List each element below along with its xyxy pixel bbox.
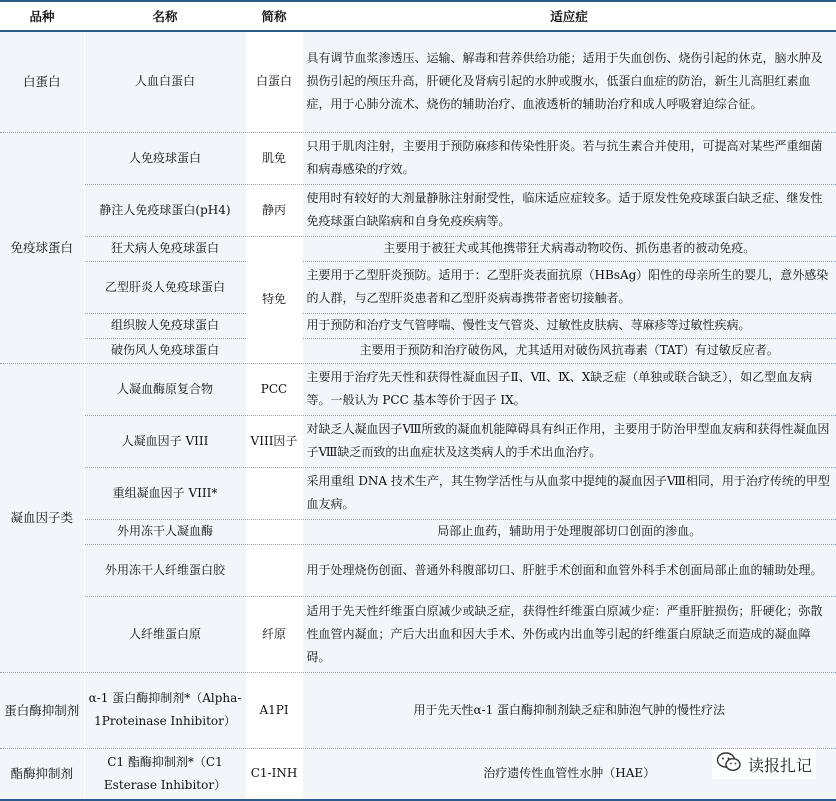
product-abbr: 静丙 (246, 184, 302, 236)
product-indication: 对缺乏人凝血因子Ⅷ所致的凝血机能障碍具有纠正作用，主要用于防治甲型血友病和获得性凝血因子Ⅷ缺乏而致的出血症状及这类病人的手术出血治疗。 (302, 415, 836, 467)
product-abbr (246, 467, 302, 519)
header-category: 品种 (0, 1, 84, 31)
header-name: 名称 (84, 1, 246, 31)
table-row (0, 467, 836, 519)
product-indication: 用于处理烧伤创面、普通外科腹部切口、肝脏手术创面和血管外科手术创面局部止血的辅助处理。 (302, 544, 836, 596)
table-row (0, 748, 836, 800)
product-name: 组织胺人免疫球蛋白 (84, 313, 246, 338)
table-header-row (0, 1, 836, 31)
product-abbr (246, 544, 302, 596)
product-indication: 用于预防和治疗支气管哮喘、慢性支气管炎、过敏性皮肤病、荨麻疹等过敏性疾病。 (302, 313, 836, 338)
category-cell: 蛋白酶抑制剂 (0, 672, 84, 748)
table-row (0, 415, 836, 467)
product-name: 重组凝血因子 VIII* (84, 467, 246, 519)
product-name: 外用冻干人纤维蛋白胶 (84, 544, 246, 596)
product-abbr: VIII因子 (246, 415, 302, 467)
product-abbr: 特免 (246, 236, 302, 363)
category-cell: 免疫球蛋白 (0, 132, 84, 363)
category-cell: 白蛋白 (0, 31, 84, 132)
product-name: 狂犬病人免疫球蛋白 (84, 236, 246, 261)
product-indication: 局部止血药，辅助用于处理腹部切口创面的渗血。 (302, 519, 836, 544)
table-row (0, 184, 836, 236)
watermark-text: 读报扎记 (747, 755, 812, 775)
watermark (712, 749, 816, 779)
table-row (0, 672, 836, 748)
wechat-icon (716, 751, 742, 777)
product-indication: 适用于先天性纤维蛋白原减少或缺乏症，获得性纤维蛋白原减少症：严重肝脏损伤；肝硬化；弥散性血管内凝血；产后大出血和因大手术、外伤或内出血等引起的纤维蛋白原缺乏而造成的凝血障碍。 (302, 596, 836, 672)
table-row (0, 236, 836, 261)
product-abbr: 纤原 (246, 596, 302, 672)
product-indication: 具有调节血浆渗透压、运输、解毒和营养供给功能；适用于失血创伤、烧伤引起的休克，脑水肿及损伤引起的颅压升高，肝硬化及肾病引起的水肿或腹水，低蛋白血症的防治，新生儿高胆红素血症，用于心肺分流术、烧伤的辅助治疗、血液透析的辅助治疗和成人呼吸窘迫综合征。 (302, 31, 836, 132)
product-indication: 使用时有较好的大剂量静脉注射耐受性，临床适应症较多。适于原发性免疫球蛋白缺乏症、继发性免疫球蛋白缺陷病和自身免疫疾病等。 (302, 184, 836, 236)
product-abbr: PCC (246, 363, 302, 415)
category-cell: 酯酶抑制剂 (0, 748, 84, 800)
table-row (0, 596, 836, 672)
product-abbr: 肌免 (246, 132, 302, 184)
table-row (0, 31, 836, 132)
header-indication: 适应症 (302, 1, 836, 31)
product-abbr: C1-INH (246, 748, 302, 800)
product-name: 静注人免疫球蛋白(pH4) (84, 184, 246, 236)
product-indication: 采用重组 DNA 技术生产，其生物学活性与从血浆中提纯的凝血因子Ⅷ相同，用于治疗传统的甲型血友病。 (302, 467, 836, 519)
header-abbr: 简称 (246, 1, 302, 31)
product-indication: 主要用于乙型肝炎预防。适用于：乙型肝炎表面抗原（HBsAg）阳性的母亲所生的婴儿，意外感染的人群，与乙型肝炎患者和乙型肝炎病毒携带者密切接触者。 (302, 261, 836, 313)
product-name: 外用冻干人凝血酶 (84, 519, 246, 544)
product-indication: 用于先天性α-1 蛋白酶抑制剂缺乏症和肺泡气肿的慢性疗法 (302, 672, 836, 748)
category-cell: 凝血因子类 (0, 363, 84, 672)
product-name: 人凝血因子 VIII (84, 415, 246, 467)
product-name: 人血白蛋白 (84, 31, 246, 132)
table-row (0, 313, 836, 338)
product-abbr (246, 519, 302, 544)
product-indication: 主要用于被狂犬或其他携带狂犬病毒动物咬伤、抓伤患者的被动免疫。 (302, 236, 836, 261)
product-abbr: 白蛋白 (246, 31, 302, 132)
product-indication: 治疗遗传性血管性水肿（HAE） (302, 748, 836, 800)
table-row (0, 544, 836, 596)
product-name: α-1 蛋白酶抑制剂*（Alpha-1Proteinase Inhibitor） (84, 672, 246, 748)
product-name: 乙型肝炎人免疫球蛋白 (84, 261, 246, 313)
product-indication: 主要用于治疗先天性和获得性凝血因子Ⅱ、Ⅶ、Ⅸ、Ⅹ缺乏症（单独或联合缺乏），如乙型血友病等。一般认为 PCC 基本等价于因子 IX。 (302, 363, 836, 415)
product-name: 人凝血酶原复合物 (84, 363, 246, 415)
product-name: 破伤风人免疫球蛋白 (84, 338, 246, 363)
table-row (0, 338, 836, 363)
product-name: 人纤维蛋白原 (84, 596, 246, 672)
product-indication: 只用于肌肉注射，主要用于预防麻疹和传染性肝炎。若与抗生素合并使用，可提高对某些严重细菌和病毒感染的疗效。 (302, 132, 836, 184)
table-row (0, 363, 836, 415)
product-name: C1 酯酶抑制剂*（C1 Esterase Inhibitor） (84, 748, 246, 800)
table-row (0, 132, 836, 184)
product-indication: 主要用于预防和治疗破伤风，尤其适用对破伤风抗毒素（TAT）有过敏反应者。 (302, 338, 836, 363)
product-abbr: A1PI (246, 672, 302, 748)
table-row (0, 519, 836, 544)
table-row (0, 261, 836, 313)
product-name: 人免疫球蛋白 (84, 132, 246, 184)
